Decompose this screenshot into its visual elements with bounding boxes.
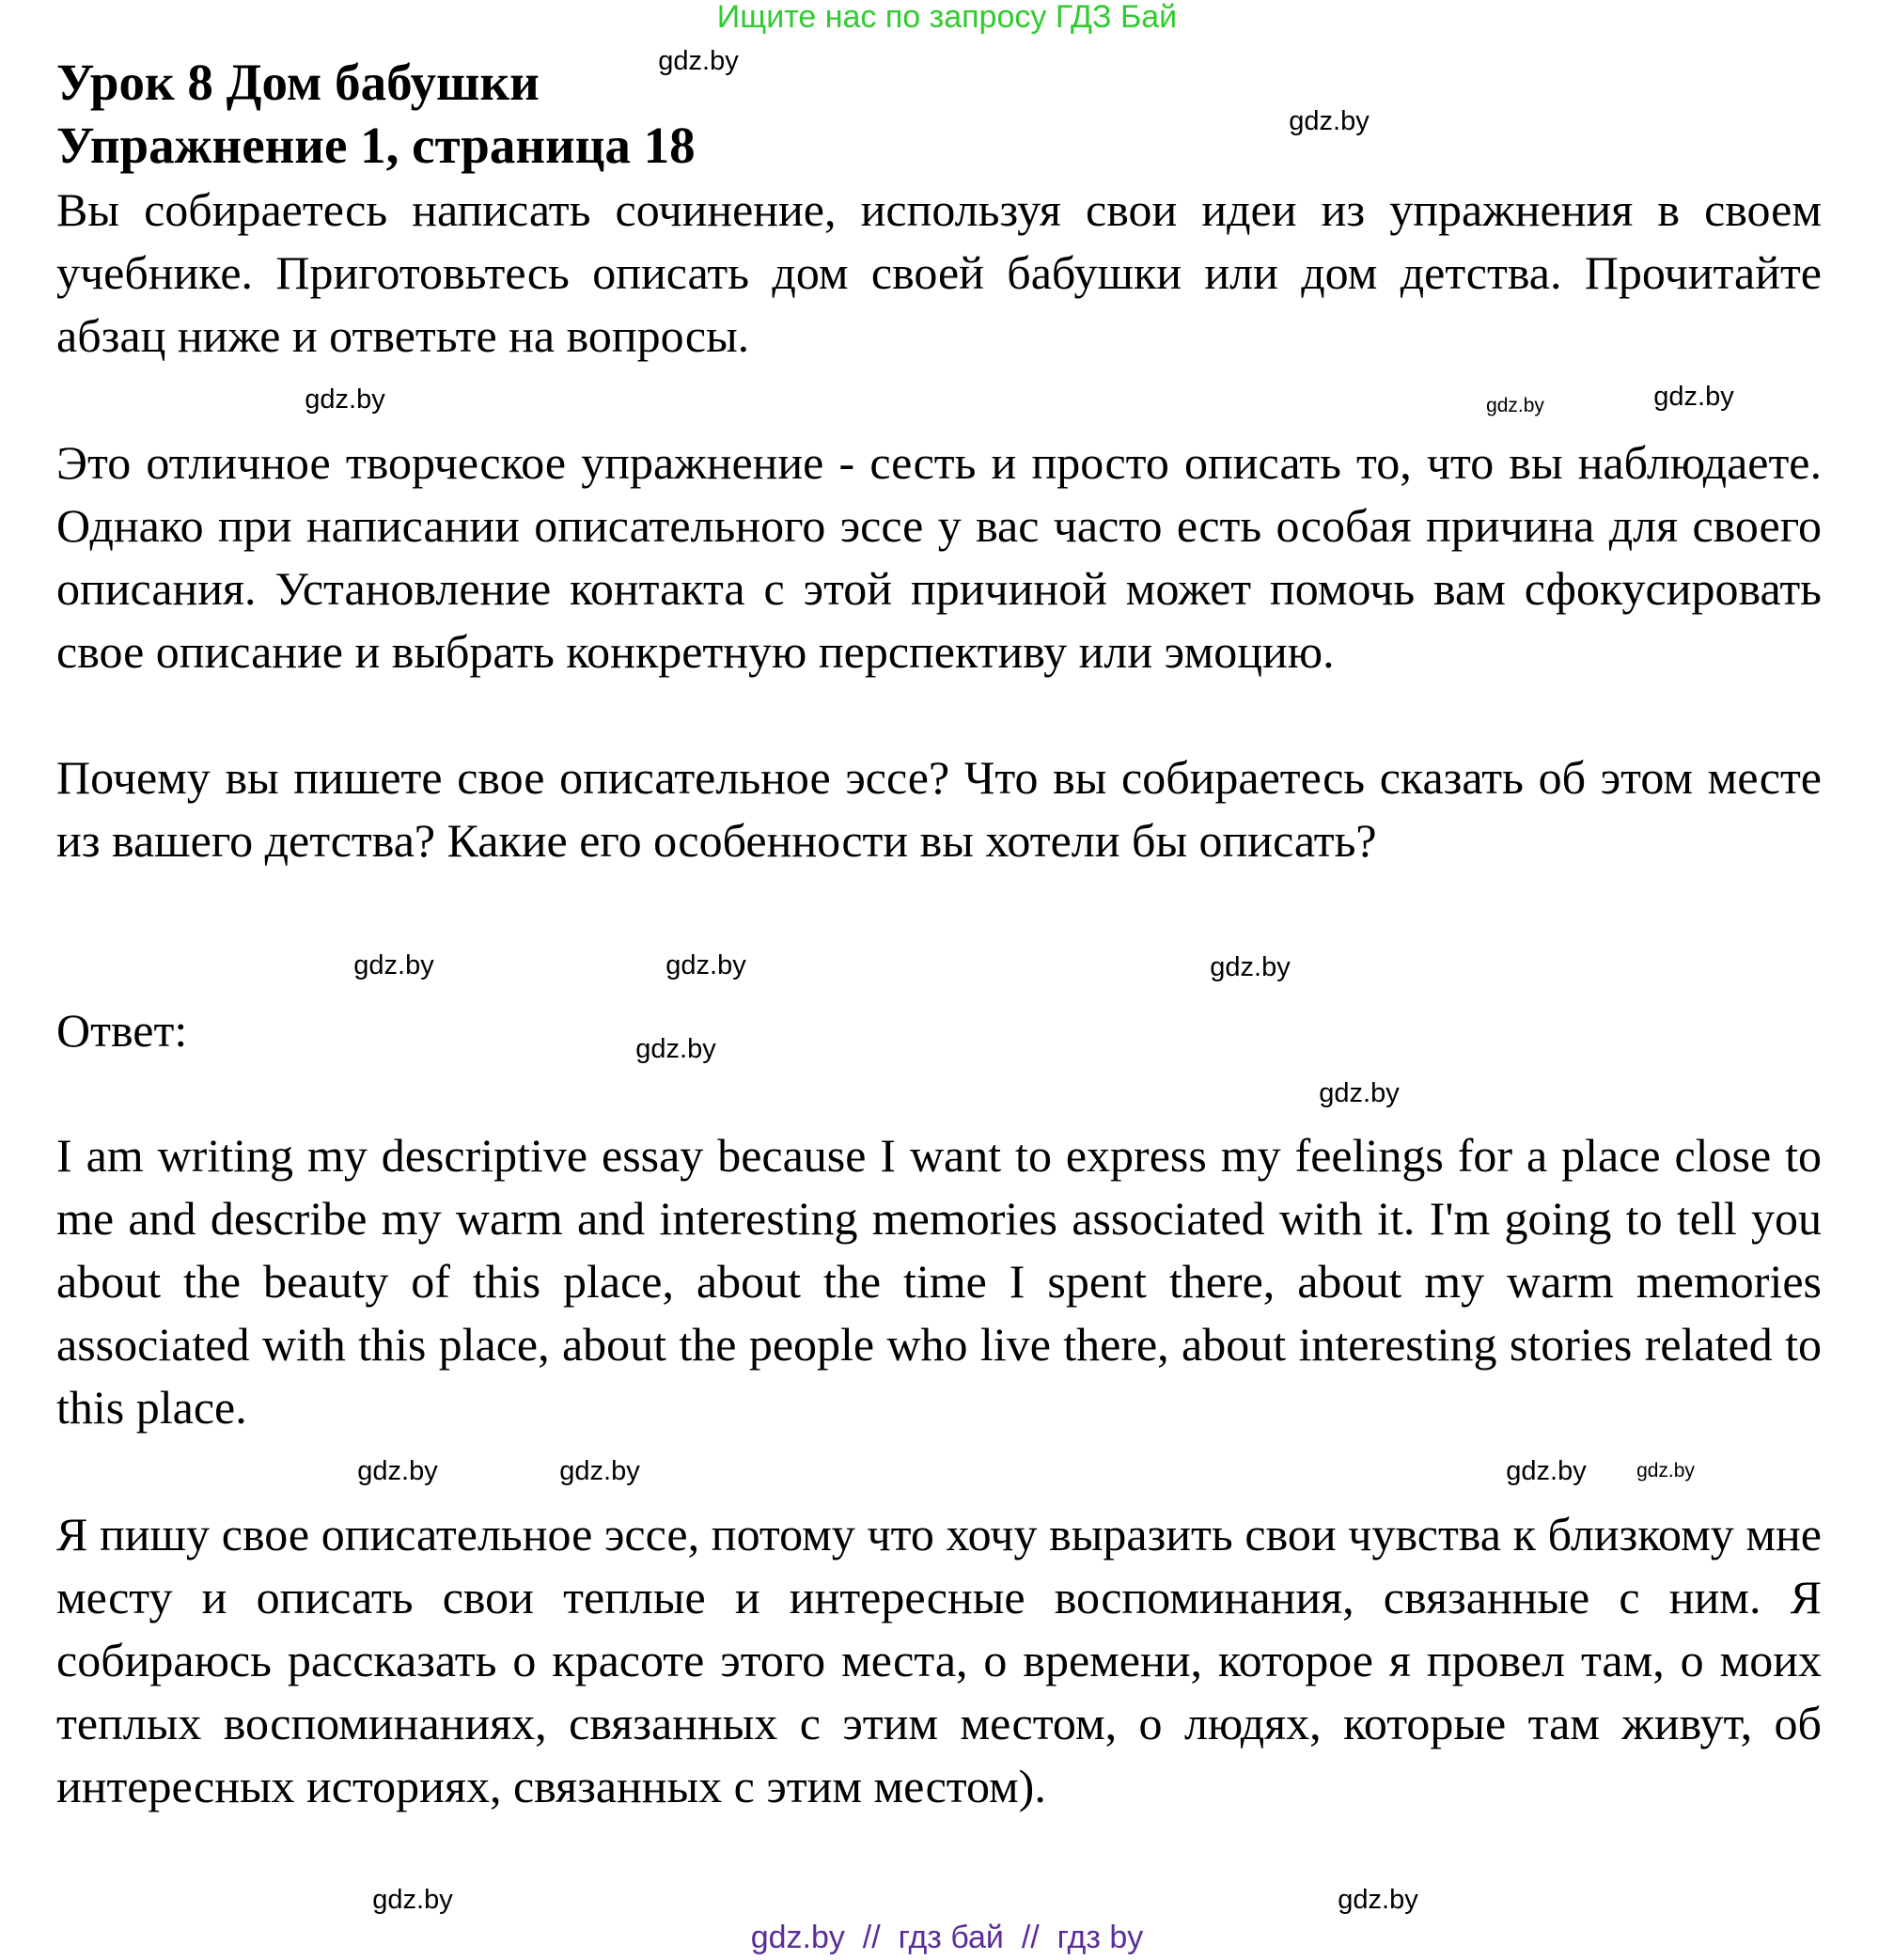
watermark: gdz.by [357,1456,438,1486]
watermark: gdz.by [559,1456,640,1486]
watermark: gdz.by [305,384,385,415]
answer-english: I am writing my descriptive essay because I want to express my feelings for a place close to me and describe my warm and interesting memories associated with it. I'm going to tell you about the beauty of this place, about the time I spent there, about my warm memories associated with this place, about the people who live there, about interesting stories related to this place. [56,1129,1822,1434]
watermark: gdz.by [635,1034,716,1064]
watermark: gdz.by [1653,382,1734,412]
watermark: gdz.by [372,1885,453,1915]
watermark: gdz.by [353,950,434,980]
watermark: gdz.by [1289,106,1370,136]
watermark: gdz.by [1636,1460,1695,1482]
watermark: gdz.by [1486,395,1544,416]
watermark: gdz.by [1338,1885,1418,1915]
watermark: gdz.by [658,46,739,76]
answer-label: Ответ: [56,1004,188,1057]
questions-text: Почему вы пишете свое описательное эссе? Что вы собираетесь сказать об этом месте из вашего детства? Какие его особенности вы хотели бы описать? [56,751,1822,867]
search-banner: Ищите нас по запросу ГДЗ Бай [716,0,1178,35]
passage-text: Это отличное творческое упражнение - сесть и просто описать то, что вы наблюдаете. Однако при написании описательного эссе у вас часто есть особая причина для своего описания. Установление контакта с этой причиной может помочь вам сфокусировать свое описание и выбрать конкретную перспективу или эмоцию. [56,436,1822,678]
watermark: gdz.by [1506,1456,1587,1486]
answer-russian: Я пишу свое описательное эссе, потому что хочу выразить свои чувства к близкому мне месту и описать свои теплые и интересные воспоминания, связанные с ним. Я собираюсь рассказать о красоте этого места, о времени, которое я провел там, о моих теплых воспоминаниях, связанных с этим местом, о людях, которые там живут, об интересных историях, связанных с этим местом). [56,1508,1822,1812]
watermark: gdz.by [1319,1078,1400,1108]
footer-links: gdz.by // гдз бай // гдз by [750,1920,1144,1955]
watermark: gdz.by [1210,952,1291,982]
task-text: Вы собираетесь написать сочинение, используя свои идеи из упражнения в своем учебнике. Приготовьтесь описать дом своей бабушки или дом детства. Прочитайте абзац ниже и ответьте на вопросы. [56,183,1822,362]
exercise-title: Упражнение 1, страница 18 [56,117,696,174]
lesson-title: Урок 8 Дом бабушки [56,54,540,111]
watermark: gdz.by [665,950,746,980]
